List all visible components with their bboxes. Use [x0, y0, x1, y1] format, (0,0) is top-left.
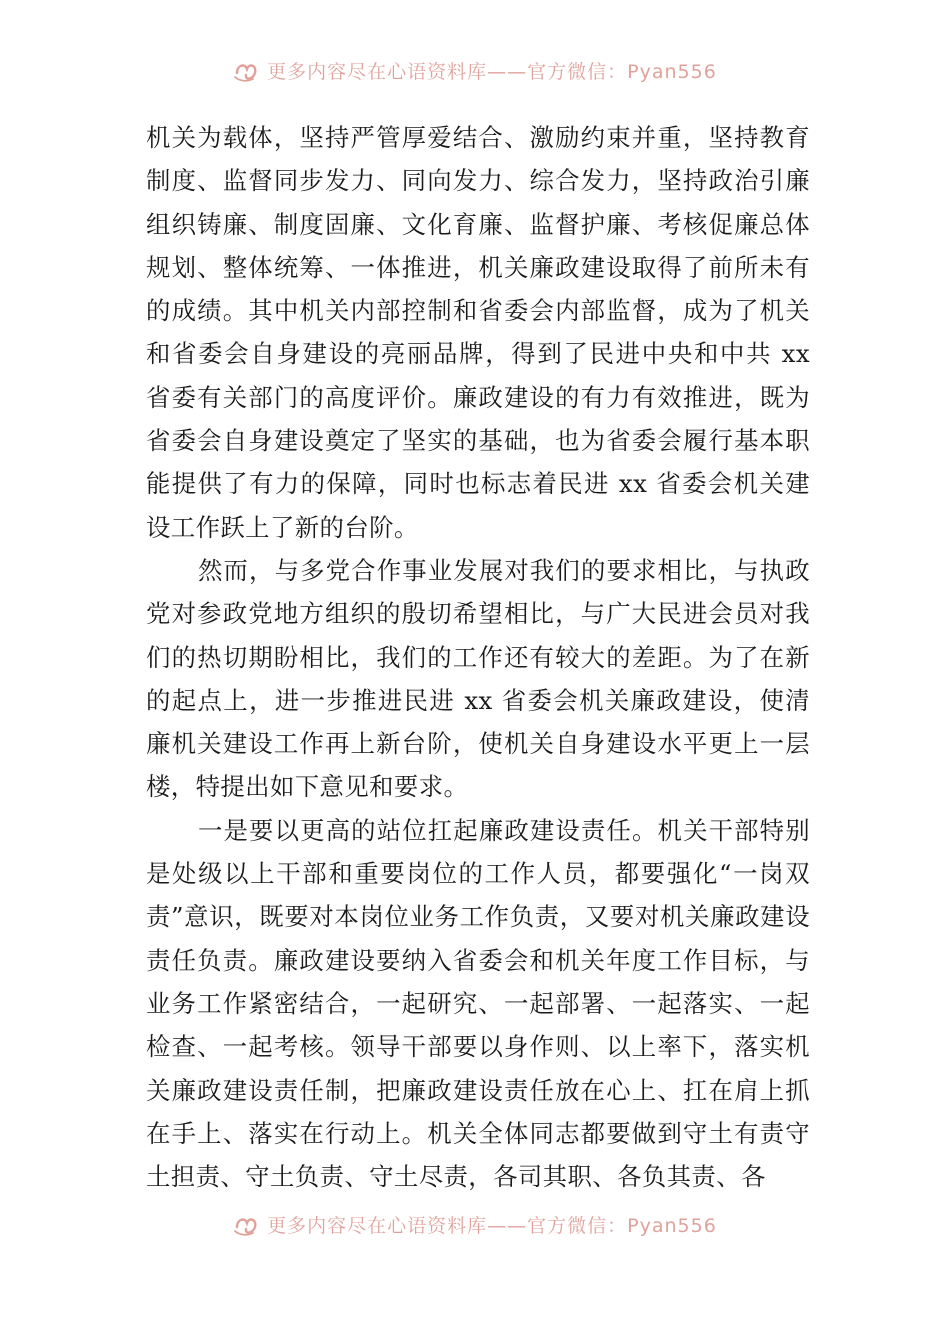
watermark-text: 更多内容尽在心语资料库——官方微信：Pyan556 — [267, 60, 717, 83]
watermark-text: 更多内容尽在心语资料库——官方微信：Pyan556 — [267, 1214, 717, 1237]
document-body — [146, 116, 810, 1198]
paragraph: 然而，与多党合作事业发展对我们的要求相比，与执政党对参政党地方组织的殷切希望相比，与广大民进会员对我们的热切期盼相比，我们的工作还有较大的差距。为了在新的起点上，进一步推进民进 xx 省委会机关廉政建设，使清廉机关建设工作再上新台阶，使机关自身建设水平更上一层楼，特提出如下意见和要求。 — [146, 555, 810, 802]
watermark-header — [0, 52, 950, 88]
paragraph: 一是要以更高的站位扛起廉政建设责任。机关干部特别是处级以上干部和重要岗位的工作人员，都要强化“一岗双责”意识，既要对本岗位业务工作负责，又要对机关廉政建设责任负责。廉政建设要纳入省委会和机关年度工作目标，与业务工作紧密结合，一起研究、一起部署、一起落实、一起检查、一起考核。领导干部要以身作则、以上率下，落实机关廉政建设责任制，把廉政建设责任放在心上、扛在肩上抓在手上、落实在行动上。机关全体同志都要做到守土有责守土担责、守土负责、守土尽责，各司其职、各负其责、各 — [146, 815, 810, 1192]
watermark-logo-icon — [233, 1211, 259, 1237]
watermark-logo-icon — [233, 57, 259, 83]
paragraph-continued: 机关为载体，坚持严管厚爱结合、激励约束并重，坚持教育制度、监督同步发力、同向发力、综合发力，坚持政治引廉组织铸廉、制度固廉、文化育廉、监督护廉、考核促廉总体规划、整体统筹、一体推进，机关廉政建设取得了前所未有的成绩。其中机关内部控制和省委会内部监督，成为了机关和省委会自身建设的亮丽品牌，得到了民进中央和中共 xx 省委有关部门的高度评价。廉政建设的有力有效推进，既为省委会自身建设奠定了坚实的基础，也为省委会履行基本职能提供了有力的保障，同时也标志着民进 xx 省委会机关建设工作跃上了新的台阶。 — [146, 123, 810, 542]
watermark-footer — [0, 1206, 950, 1242]
